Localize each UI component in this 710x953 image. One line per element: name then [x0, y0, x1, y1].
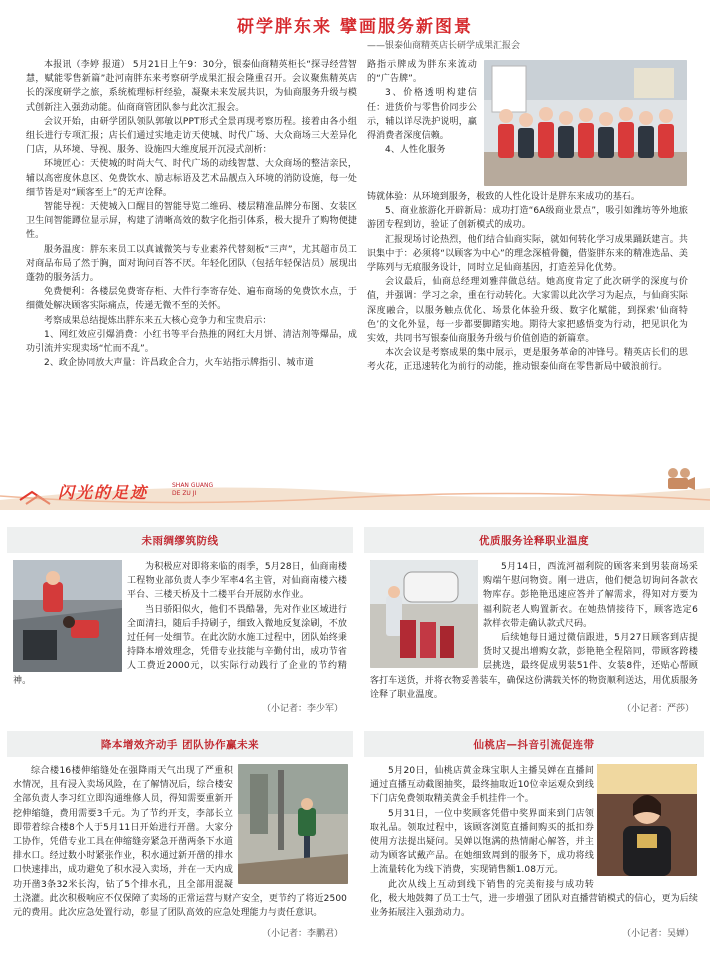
photo-float-spacer [233, 764, 347, 884]
group-photo-image [484, 60, 687, 186]
article-paragraph: 会议开始，由研学团队领队郭敏以PPT形式全景再现考察历程。接着由各小组组长进行专项汇报；店长们通过实地走访天使城、时代广场、大众商场三大差异化门店，从环境、导视、服务、设施四大维度展开沉浸式剖析： [26, 116, 357, 156]
photo-float-spacer [370, 560, 483, 668]
story-reporter: （小记者：严莎） [621, 704, 694, 714]
story-paragraph: 综合楼16楼伸缩缝处在强降雨天气出现了严重积水情况，且有浸入卖场风险，在了解情况后，综合楼安全部负责人李习红立即沟通维修人员，得知需要重新开挖伸缩缝，费用需要3千元。为了节约开支，李部长立即带着综合楼8个人于5月11日开始进行开凿。大家分工协作，凭借专业工具在伸缩缝旁紧急开凿两条下水道排水口。经过数小时紧张作业，积水通过新开凿的排水口快速排出，成功避免了积水浸入卖场，并在一天内成功开凿3条32米长沟，钻了5个排水孔，且全部用混凝土浇灌。此次积极响应不仅保障了卖场的正常运营与财产安全，更节约了将近2500元的费用。此次应急处置行动，彰显了团队高效的应急处理能力与责任意识。 [13, 766, 347, 919]
article-mid-column [367, 58, 477, 157]
page-title: 研学胖东来 擘画服务新图景 [237, 17, 473, 37]
article-paragraph: 3、价格透明构建信任：进货价与零售价同步公示，辅以详尽洗护说明，赢得消费者深度信赖。 [367, 88, 477, 142]
camera-icon [664, 466, 696, 496]
article-paragraph: 智能导视：天使城入口醒目的智能导览二维码、楼层精准品牌分布图、女装区卫生间智能蹲位显示屏，构建了清晰高效的数字化指引体系，极大提升了购物便捷性。 [26, 202, 357, 241]
article-paragraph: 本次会议是考察成果的集中展示，更是服务革命的冲锋号。精英店长们的思考火花，正迅速转化为前行的动能，推动银泰仙商在零售新局中破浪前行。 [367, 348, 688, 373]
story-body [13, 560, 347, 688]
story-paragraph: 5月20日，仙桃店黄金珠宝职人主播吴婵在直播间通过直播互动截图抽奖，最终抽取近10位幸运观众到线下门店免费领取精美黄金手机挂件一个。 [370, 766, 594, 805]
article-paragraph: 4、人性化服务 [385, 145, 446, 156]
story-card [364, 731, 704, 945]
story-paragraph: 为积极应对即将来临的雨季，5月28日，仙商南楼工程物业部负责人李少军率4名主管，对仙商南楼六楼平台、三楼天桥及十二楼平台开展防水作业。 [127, 562, 347, 601]
story-reporter: （小记者：吴婵） [621, 929, 694, 939]
story-paragraph: 后续她每日通过微信跟进，5月27日顾客到店提货时又提出增购女款，彭艳艳全程陪同，带顾客跨楼层挑选，最终促成男装51件、女装8件，还贴心帮顾客打车送货，并将衣物妥善装车，确保这份满载关怀的物资顺利送达，用优质服务诠释了职业温度。 [370, 633, 698, 700]
article-paragraph: 路指示牌成为胖东来流动的“广告牌”。 [367, 60, 477, 85]
story-card [7, 731, 353, 945]
article-left-column [26, 58, 357, 370]
story-paragraph: 5月31日，一位中奖顾客凭借中奖界面来到门店领取礼品。领取过程中，该顾客浏览直播间购买的抵扣券使用方法提出疑问。吴婵以饱满的热情耐心解答，并主动为顾客试戴产品。在她细致周到的服务下，成功将线上流量转化为线下消费，实现销售额1.08万元。 [370, 808, 594, 876]
group-photo [484, 60, 687, 186]
article-paragraph: 会议最后，仙商总经理刘雅萍做总结。她高度肯定了此次研学的深度与价值，并强调：学习之余，重在行动转化。大家需以此次学习为起点，与仙商实际深度融合，以服务触点优化、场景化体验升级、数字化赋能，到探索‘仙商特色’的文化外显，每一步都要脚踏实地。期待大家把感悟变为行动，把见识化为实效，共同书写银泰仙商服务升级与价值创造的新篇章。 [367, 277, 688, 345]
story-card [7, 527, 353, 720]
story-paragraph: 当日骄阳似火，他们不畏酷暑，先对作业区域进行全面清扫，随后手持刷子，细致入微地反复涂刷，不放过任何一处细节。在此次防水施工过程中，团队始终秉持降本增效理念，凭借专业技能与辛勤付出，成功节省人工费近2000元，以实际行动践行了企业的节约精神。 [13, 604, 347, 686]
story-paragraph: 5月14日，西流河福利院的顾客来到男装商场采购端午慰问物资。刚一进店，他们便急切询问各款衣物库存。彭艳艳迅速应答并了解需求，得知对方要为福利院老人购置新衣。在她热情接待下，顾客选定6款样衣带走确认款式尺码。 [483, 562, 698, 629]
article-paragraph: 汇报现场讨论热烈，他们结合仙商实际，就如何转化学习成果踊跃建言。共识集中于：必须将“以顾客为中心”的理念深植骨髓，借鉴胖东来的精准选品、美学陈列与无痕服务设计，同时立足仙商基因，打造差异化优势。 [367, 234, 688, 274]
banner-pinyin-2: DE ZU JI [172, 490, 197, 497]
banner-title: 闪光的足迹 [58, 483, 149, 502]
story-reporter: （小记者：李少军） [261, 704, 343, 714]
story-title: 降本增效齐动手 团队协作赢未来 [100, 738, 260, 751]
story-title: 优质服务诠释职业温度 [479, 534, 589, 547]
photo-float-spacer [13, 560, 127, 672]
story-reporter: （小记者：李鹏君） [261, 929, 343, 939]
article-paragraph: 服务温度：胖东来员工以真诚微笑与专业素养代替刻板“三声”，尤其超市员工对商品布局了然于胸，面对询问百答不厌。年轻化团队（包括年轻保洁员）展现出蓬勃的服务活力。 [26, 244, 357, 284]
article-paragraph: 本报讯（李婷 报道） 5月21日上午9：30分，银泰仙商精英柜长“探寻经营智慧，赋能零售新篇”赴河南胖东来考察研学成果汇报会隆重召开。会议聚焦精英店长的深度研学之旅，系统梳理标杆经验，凝聚未来发展共识，为仙商服务升级与模式创新注入强劲动能。仙商商管团队参与此次汇报会。 [26, 60, 357, 113]
story-body [370, 764, 698, 920]
photo-float-spacer [594, 764, 698, 878]
article-paragraph: 5、商业旅游化开辟新局：成功打造“6A级商业景点”，吸引如潍坊等外地旅游团专程到访，验证了创新模式的成功。 [367, 206, 688, 231]
banner-pinyin-1: SHAN GUANG [172, 482, 214, 489]
article-paragraph: 考察成果总结提炼出胖东来五大核心竞争力和宝贵启示： [44, 315, 272, 326]
article-paragraph: 铸就体验：从环境到服务，极致的人性化设计是胖东来成功的基石。 [367, 192, 641, 202]
article-paragraph: 免费便利：各楼层免费寄存柜、大件行李寄存处、遍布商场的免费饮水点，于细微处解决顾客实际痛点，传递无微不至的关怀。 [26, 287, 357, 312]
page-subtitle: ——银泰仙商精英店长研学成果汇报会 [366, 41, 520, 51]
story-paragraph: 此次从线上互动到线下销售的完美衔接与成功转化，极大地鼓舞了员工士气，进一步增强了团队对直播营销模式的信心，更为后续业务拓展注入强劲动力。 [370, 879, 698, 919]
story-body [370, 560, 698, 702]
story-title: 未雨绸缪筑防线 [141, 534, 219, 547]
article-paragraph: 环境匠心：天使城的时尚大气、时代广场的动线智慧、大众商场的整洁亲民，辅以高密度休息区、免费饮水、励志标语及艺术品靓点入环境的消防设施，每一处细节皆是对“顾客至上”的无声诠释。 [26, 159, 357, 198]
article-paragraph: 2、政企协同放大声量：许昌政企合力，火车站指示牌指引、城市道 [44, 358, 314, 369]
story-card [364, 527, 704, 720]
article-right-column [367, 190, 688, 375]
article-paragraph: 1、网红效应引爆消费：小红书等平台热推的网红大月饼、清洁剂等爆品，成功引流并实现卖场“忙而不乱”。 [26, 329, 357, 355]
story-body [13, 764, 347, 920]
story-title: 仙桃店—抖音引流促连带 [473, 738, 595, 751]
